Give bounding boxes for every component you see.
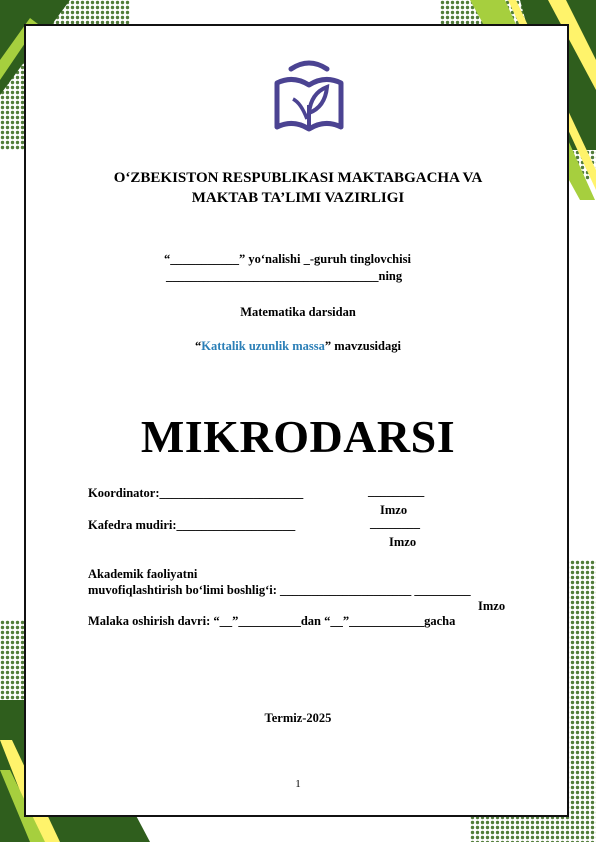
topic-open-quote: “	[195, 339, 202, 353]
academic-head-field: muvofiqlashtirish bo‘limi boshlig‘i: _____________________ _________	[88, 583, 471, 597]
trainee-line-2: __________________________________ning	[166, 269, 403, 283]
coordinator-field: Koordinator:_______________________	[88, 486, 304, 500]
city-year: Termiz-2025	[264, 711, 332, 725]
topic-suffix: ” mavzusidagi	[324, 339, 401, 353]
topic-line	[0, 339, 596, 354]
academic-head-label-line1: Akademik faoliyatni	[88, 567, 198, 581]
training-period-field: Malaka oshirish davri: “__”__________dan “__”____________gacha	[88, 614, 456, 628]
book-leaf-logo-icon	[271, 55, 347, 135]
subject-line: Matematika darsidan	[240, 305, 356, 319]
document-title: MIKRODARSI	[140, 411, 456, 462]
dept-head-sign-line: ________	[370, 516, 420, 530]
ministry-title-line2: MAKTAB TA’LIMI VAZIRLIGI	[191, 190, 405, 206]
trainee-line-1: “___________” yo‘nalishi _-guruh tinglovchisi	[164, 252, 411, 266]
page-number: 1	[295, 778, 301, 790]
academic-head-imzo-label: Imzo	[478, 599, 506, 613]
topic-title: Kattalik uzunlik massa	[201, 339, 325, 353]
coordinator-sign-line: _________	[368, 484, 425, 498]
dept-head-imzo-label: Imzo	[389, 535, 417, 549]
ministry-title-line1: O‘ZBEKISTON RESPUBLIKASI MAKTABGACHA VA	[113, 170, 483, 186]
coordinator-imzo-label: Imzo	[380, 503, 408, 517]
dept-head-field: Kafedra mudiri:___________________	[88, 518, 296, 532]
